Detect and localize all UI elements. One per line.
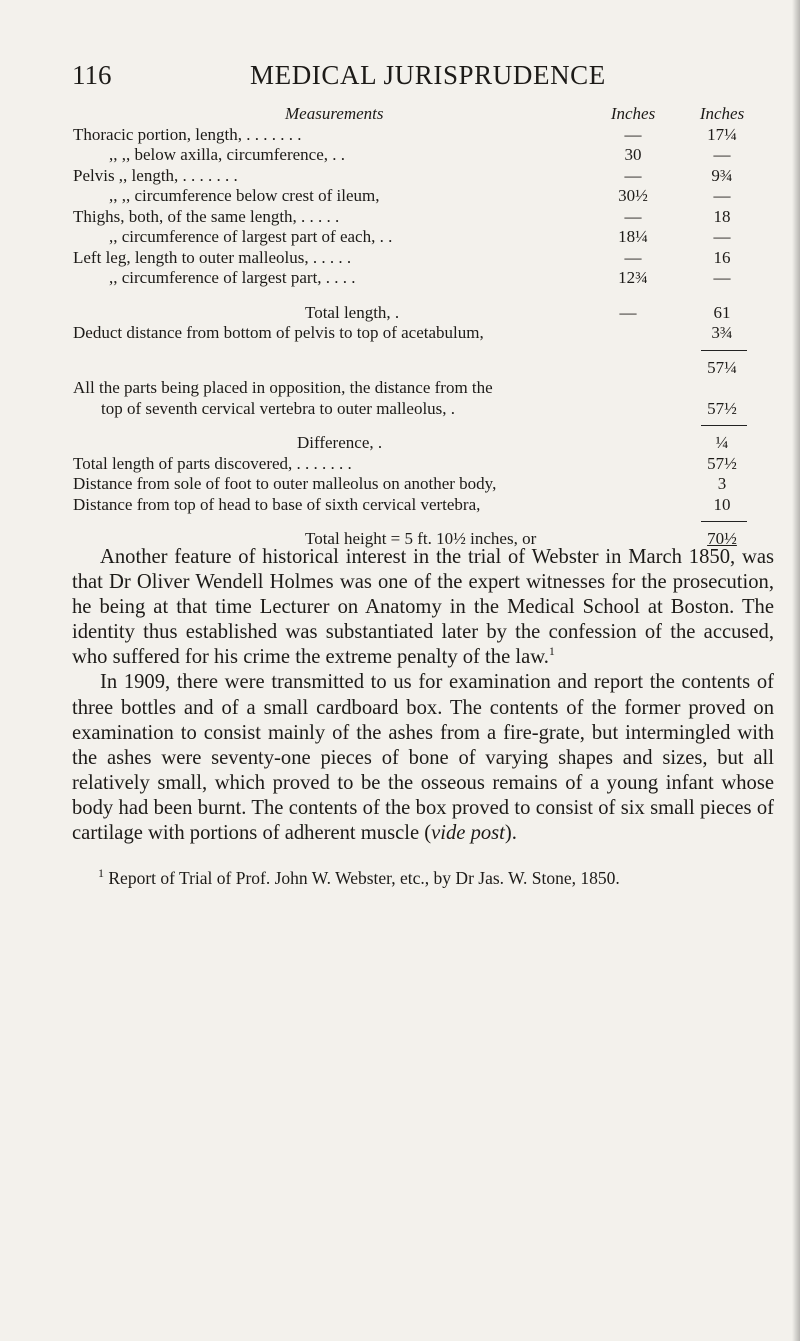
- parts-discovered-row: [73, 454, 773, 475]
- row-col1: 18¼: [618, 227, 648, 246]
- vide-post: vide post: [431, 822, 505, 845]
- row-col1: 30: [624, 145, 642, 164]
- row-col1: 30½: [618, 186, 648, 205]
- opposition-text-1: All the parts being placed in opposition, the distance from the: [73, 378, 493, 397]
- header-inches-2: Inches: [699, 104, 745, 123]
- opposition-text-2: top of seventh cervical vertebra to outer malleolus, .: [101, 398, 456, 418]
- row-col2: —: [713, 186, 731, 205]
- footnote-text: Report of Trial of Prof. John W. Webster, etc., by Dr Jas. W. Stone, 1850.: [108, 868, 620, 888]
- paragraph-text: In 1909, there were transmitted to us for examination and report the contents of three bottles and of a small cardboard box. The contents of the former proved on examination to consist mainly of the ashes from a fire-grate, but intermingled with the ashes were seventy-one pieces of bone of varying shapes and sizes, but all relatively small, which proved to be the osseous remains of a young infant whose body had been burnt. The contents of the box proved to consist of six small pieces of cartilage with portions of adherent muscle (: [72, 671, 774, 845]
- table-row: [73, 166, 773, 187]
- sole-row: [73, 474, 773, 495]
- row-col1: —: [624, 206, 642, 226]
- row-col1: 12¾: [618, 268, 648, 287]
- row-label: Thighs, both, of the same length, . . . . .: [73, 206, 340, 226]
- row-label: ,, ,, below axilla, circumference, . .: [109, 145, 346, 164]
- subtotal-row: [73, 358, 773, 379]
- footnote-marker: 1: [548, 644, 555, 659]
- row-label: ,, circumference of largest part, . . . .: [109, 268, 356, 287]
- row-col2: 16: [713, 247, 731, 267]
- head-label: Distance from top of head to base of sixth cervical vertebra,: [73, 494, 481, 514]
- difference-label: Difference, .: [297, 433, 383, 452]
- total-length-row: [73, 303, 773, 324]
- row-col2: —: [713, 268, 731, 287]
- paragraph: [72, 545, 774, 670]
- paragraph: [72, 670, 774, 846]
- height-rule: [701, 521, 747, 522]
- body-text: [72, 545, 774, 846]
- parts-discovered-label: Total length of parts discovered, . . . . . . .: [73, 453, 352, 473]
- row-label: ,, circumference of largest part of each, . .: [109, 227, 393, 246]
- sum-rule: [701, 350, 747, 351]
- table-header: [73, 104, 773, 125]
- total-length-col1: —: [619, 302, 637, 322]
- table-row: [73, 207, 773, 228]
- opposition-value: 57½: [707, 398, 737, 418]
- table-row: [73, 268, 773, 289]
- sole-value: 3: [717, 474, 727, 493]
- footnote-number: 1: [98, 866, 104, 881]
- table-row: [73, 145, 773, 166]
- row-col1: —: [624, 165, 642, 185]
- subtotal-value: 57¼: [707, 357, 737, 377]
- head-value: 10: [713, 494, 731, 514]
- total-length-value: 61: [713, 302, 731, 322]
- row-col1: —: [624, 124, 642, 144]
- row-label: Thoracic portion, length, . . . . . . .: [73, 124, 302, 144]
- row-col1: —: [624, 247, 642, 267]
- table-row: [73, 227, 773, 248]
- paragraph-end: ).: [504, 822, 517, 845]
- head-row: [73, 495, 773, 516]
- opposition-row-2: [73, 399, 773, 420]
- table-row: [73, 125, 773, 146]
- difference-row: [73, 433, 773, 454]
- sole-label: Distance from sole of foot to outer malleolus on another body,: [73, 474, 497, 493]
- row-label: Pelvis ,, length, . . . . . . .: [73, 165, 238, 185]
- row-col2: —: [713, 227, 731, 246]
- opposition-row-1: [73, 378, 773, 399]
- measurements-table: [73, 104, 773, 550]
- row-col2: 9¾: [711, 165, 733, 185]
- table-row: [73, 186, 773, 207]
- row-label: ,, ,, circumference below crest of ileum,: [109, 186, 380, 205]
- total-height-label: Total height = 5 ft. 10½ inches, or: [305, 529, 537, 548]
- row-col2: 18: [713, 206, 731, 226]
- page-edge-shadow: [792, 0, 800, 1341]
- total-height-value: 70½: [707, 529, 737, 548]
- footnote: [72, 868, 792, 889]
- total-length-label: Total length, .: [305, 302, 400, 322]
- row-label: Left leg, length to outer malleolus, . . . . .: [73, 247, 352, 267]
- difference-rule: [701, 425, 747, 426]
- row-col2: 17¼: [707, 124, 737, 144]
- parts-discovered-value: 57½: [707, 453, 737, 473]
- deduct-value: 3¾: [711, 323, 733, 342]
- deduct-row: [73, 323, 773, 344]
- difference-value: ¼: [715, 433, 729, 452]
- header-measurements: Measurements: [285, 104, 384, 123]
- deduct-label: Deduct distance from bottom of pelvis to top of acetabulum,: [73, 323, 484, 342]
- row-col2: —: [713, 145, 731, 164]
- paragraph-text: Another feature of historical interest in the trial of Webster in March 1850, was that Dr Oliver Wendell Holmes was one of the expert witnesses for the prosecution, he being at that time Lecturer on Anatomy in the Medical School at Boston. The identity thus established was substantiated later by the confession of the accused, who suffered for his crime the extreme penalty of the law.: [72, 546, 774, 669]
- header-inches-1: Inches: [610, 104, 656, 123]
- running-head: [72, 60, 772, 96]
- page-number: 116: [72, 60, 112, 90]
- table-row: [73, 248, 773, 269]
- running-title: MEDICAL JURISPRUDENCE: [250, 60, 606, 90]
